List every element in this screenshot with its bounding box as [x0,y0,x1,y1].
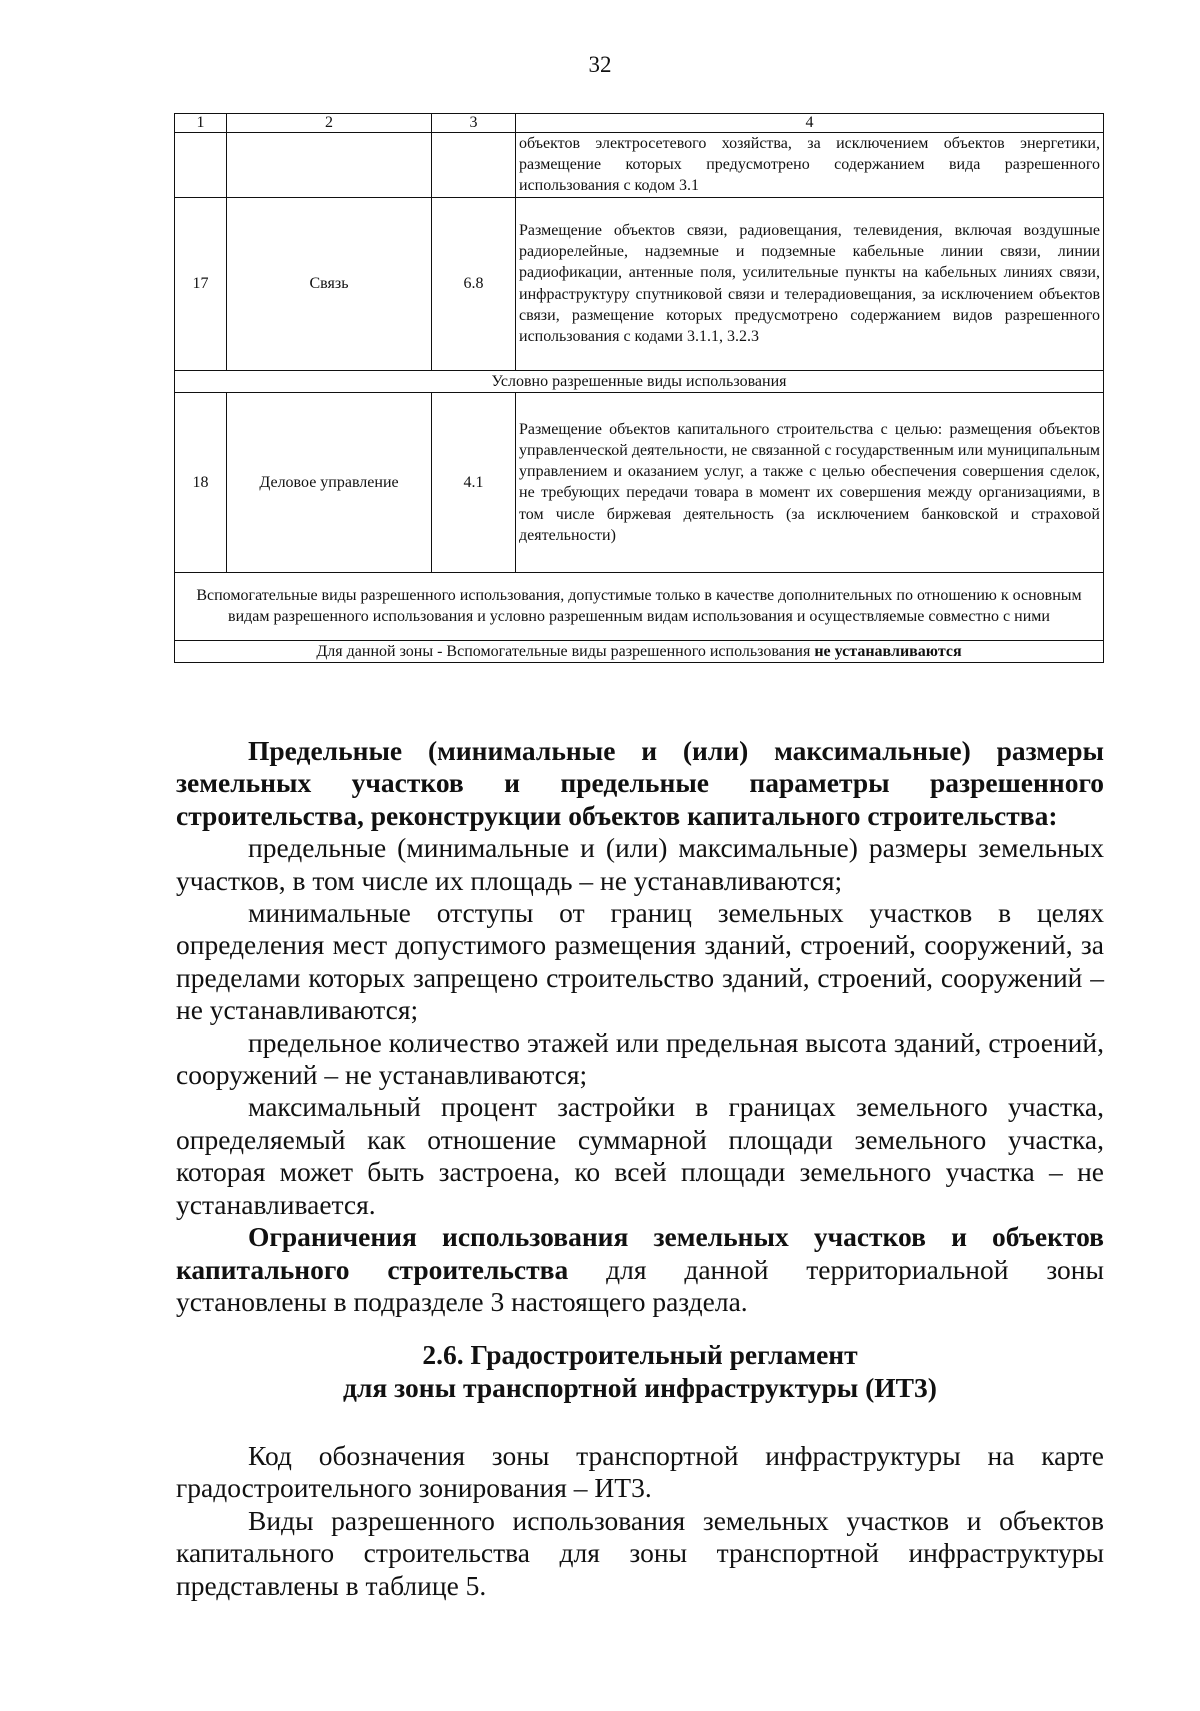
column-header: 1 [175,114,227,133]
use-description: Размещение объектов связи, радиовещания, телевидения, включая воздушные радиорелейные, надземные и подземные кабельные линии связи, линии радиофикации, антенные поля, усилительные пункты на кабельных линиях связи, инфраструктуру спутниковой связи и телерадиовещания, за исключением объектов связи, размещение которых предусмотрено содержанием видов разрешенного использования с кодами 3.1.1, 3.2.3 [516,197,1104,370]
section-body [176,1440,1104,1602]
table-row [175,392,1104,572]
limits-section [176,735,1104,1318]
section-title-line: для зоны транспортной инфраструктуры (ИТ3) [343,1372,937,1403]
table-header-row [175,114,1104,133]
limits-heading: Предельные (минимальные и (или) максимальные) размеры земельных участков и предельные параметры разрешенного строительства, реконструкции объектов капитального строительства: [176,735,1104,831]
conditional-uses-heading: Условно разрешенные виды использования [175,370,1104,392]
restrictions-rest: для данной территориальной зоны установлены в подразделе 3 настоящего раздела. [176,1253,1104,1317]
restrictions-paragraph [176,1221,1104,1318]
land-use-table [174,113,1104,663]
row-number: 18 [175,392,227,572]
page-number: 32 [588,52,612,77]
note-bold: не устанавливаются [814,642,962,660]
use-description: объектов электросетевого хозяйства, за исключением объектов энергетики, размещение которых предусмотрено содержанием вида разрешенного использования с кодом 3.1 [516,133,1104,198]
auxiliary-uses-heading: Вспомогательные виды разрешенного использования, допустимые только в качестве дополнительных по отношению к основным видам разрешенного использования и условно разрешенным видам использования и осуществляемые совместно с ними [175,572,1104,640]
table-row [175,197,1104,370]
section-heading-row [175,572,1104,640]
section-title [176,1338,1104,1404]
use-name [227,133,432,198]
table-row [175,133,1104,198]
note-row [175,640,1104,662]
section-title-line: 2.6. Градостроительный регламент [422,1339,858,1370]
row-number: 17 [175,197,227,370]
use-name: Связь [227,197,432,370]
section-paragraph: Код обозначения зоны транспортной инфраструктуры на карте градостроительного зонирования – ИТ3. [176,1440,1104,1504]
limits-item: максимальный процент застройки в границах земельного участка, определяемый как отношение суммарной площади земельного участка, которая может быть застроена, ко всей площади земельного участка – не устанавливается. [176,1091,1104,1220]
limits-item: предельные (минимальные и (или) максимальные) размеры земельных участков, в том числе их площадь – не устанавливаются; [176,832,1104,896]
note-prefix: Для данной зоны - Вспомогательные виды разрешенного использования [316,642,815,660]
restrictions-bold: Ограничения использования земельных участков и объектов капитального строительства [176,1221,1104,1285]
use-description: Размещение объектов капитального строительства с целью: размещения объектов управленческой деятельности, не связанной с государственным или муниципальным управлением и оказанием услуг, а также с целью обеспечения совершения сделок, не требующих передачи товара в момент их совершения между организациями, в том числе биржевая деятельность (за исключением банковской и страховой деятельности) [516,392,1104,572]
column-header: 3 [432,114,516,133]
section-heading-row [175,370,1104,392]
limits-item: предельное количество этажей или предельная высота зданий, строений, сооружений – не устанавливаются; [176,1026,1104,1091]
use-code: 6.8 [432,197,516,370]
row-number [175,133,227,198]
column-header: 2 [227,114,432,133]
column-header: 4 [516,114,1104,133]
use-code: 4.1 [432,392,516,572]
limits-item: минимальные отступы от границ земельных участков в целях определения мест допустимого размещения зданий, строений, сооружений, за пределами которых запрещено строительство зданий, строений, сооружений – не устанавливаются; [176,897,1104,1026]
auxiliary-uses-note [175,640,1104,662]
section-paragraph: Виды разрешенного использования земельных участков и объектов капитального строительства для зоны транспортной инфраструктуры представлены в таблице 5. [176,1504,1104,1601]
use-code [432,133,516,198]
use-name: Деловое управление [227,392,432,572]
